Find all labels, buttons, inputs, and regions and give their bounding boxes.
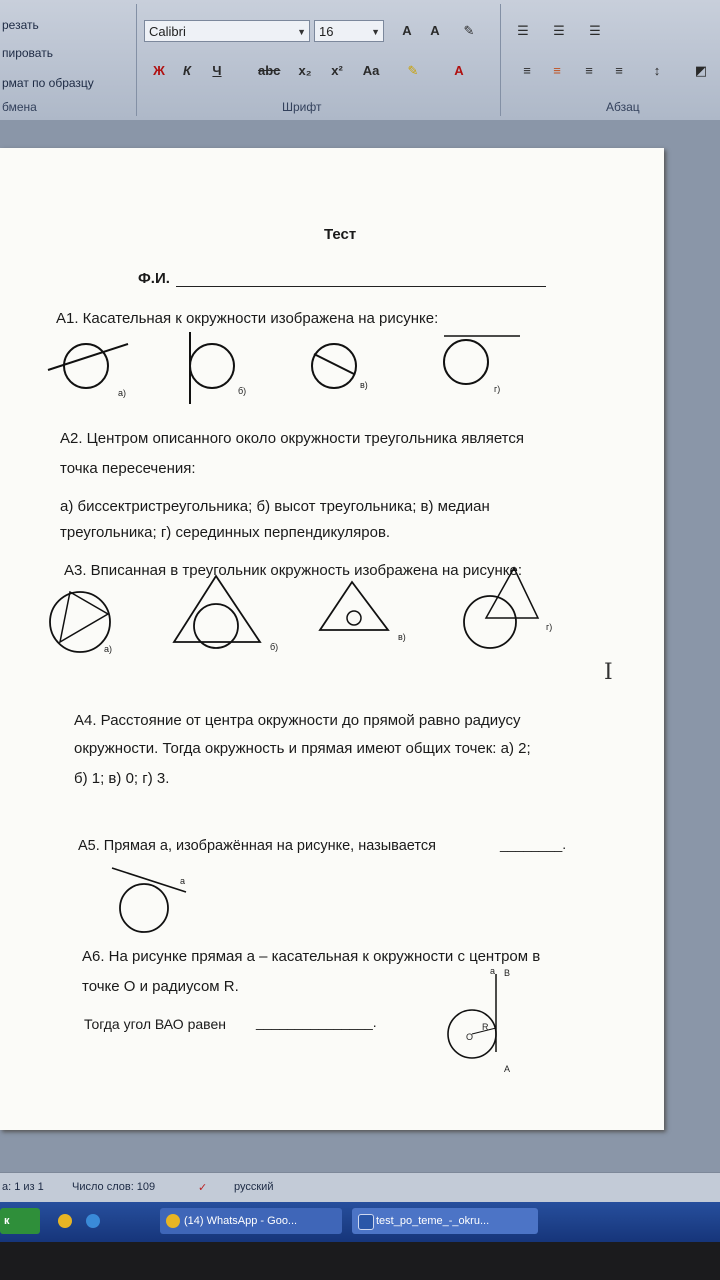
status-bar [0, 1172, 720, 1203]
font-size-combo[interactable] [314, 20, 384, 42]
status-words[interactable]: Число слов: 109 [72, 1181, 156, 1193]
taskbar [0, 1202, 720, 1242]
ribbon-separator [136, 4, 137, 116]
font-color-icon[interactable]: A [454, 63, 464, 78]
word-icon [358, 1214, 374, 1230]
ie-icon [86, 1214, 100, 1228]
align-center-icon[interactable]: ≡ [553, 63, 561, 78]
a6-label-o: O [466, 1032, 474, 1042]
chrome-icon [166, 1214, 180, 1228]
spellcheck-icon[interactable]: ✓ [198, 1182, 208, 1194]
a5-question: А5. Прямая а, изображённая на рисунке, называется [78, 838, 436, 854]
superscript-icon[interactable]: x² [331, 63, 343, 78]
start-button[interactable]: к [0, 1208, 40, 1234]
a3-label-v: в) [398, 632, 406, 642]
cut-button[interactable]: резать [2, 18, 39, 32]
paragraph-group-label: Абзац [606, 100, 640, 114]
a3-label-a: а) [104, 644, 113, 654]
clipboard-group-label: бмена [2, 100, 37, 114]
a6-line3: Тогда угол ВАО равен [84, 1016, 226, 1032]
ribbon [0, 0, 720, 121]
a6-line2: точке О и радиусом R. [82, 978, 239, 995]
taskbar-word-label: test_po_teme_-_okru... [376, 1215, 490, 1227]
a2-line1: А2. Центром описанного около окружности треугольника является [60, 430, 524, 447]
a3-label-g: г) [546, 622, 553, 632]
a6-line1: А6. На рисунке прямая а – касательная к окружности с центром в [82, 948, 541, 965]
a5-line-label: a [180, 876, 186, 886]
clear-format-icon[interactable]: ✎ [463, 23, 475, 38]
multilevel-list-icon[interactable]: ☰ [589, 23, 601, 38]
chevron-down-icon: ▼ [297, 27, 306, 37]
page-title: Тест [324, 226, 357, 243]
bullets-icon[interactable]: ☰ [517, 23, 529, 38]
a4-line1: А4. Расстояние от центра окружности до прямой равно радиусу [74, 712, 521, 729]
font-group-label: Шрифт [282, 100, 322, 114]
line-spacing-icon[interactable]: ↕ [653, 63, 661, 78]
a4-line3: б) 1; в) 0; г) 3. [74, 770, 170, 787]
underline-icon[interactable]: Ч [212, 63, 222, 78]
align-left-icon[interactable]: ≡ [523, 63, 531, 78]
a3-label-b: б) [270, 642, 279, 652]
strikethrough-icon[interactable]: abc [258, 63, 281, 78]
taskbar-whatsapp-button[interactable] [160, 1208, 342, 1234]
a6-label-b: B [504, 968, 511, 978]
a1-label-v: в) [360, 380, 368, 390]
chevron-down-icon: ▼ [371, 27, 380, 37]
ie-quicklaunch-icon[interactable] [80, 1208, 104, 1234]
chrome-icon [58, 1214, 72, 1228]
monitor-bezel [0, 1242, 720, 1280]
subscript-icon[interactable]: x₂ [298, 63, 312, 78]
a5-blank[interactable]: ________. [500, 836, 567, 852]
fio-label: Ф.И. [138, 270, 170, 287]
grow-font-icon[interactable]: A [402, 23, 412, 38]
a6-blank[interactable]: _______________. [256, 1014, 377, 1030]
a6-label-A: A [504, 1064, 511, 1074]
document-page[interactable] [0, 148, 664, 1130]
a6-label-r: R [482, 1022, 489, 1032]
italic-icon[interactable]: К [183, 63, 191, 78]
shading-icon[interactable]: ◩ [694, 63, 708, 78]
chrome-quicklaunch-icon[interactable] [52, 1208, 76, 1234]
status-language[interactable]: русский [234, 1181, 274, 1193]
a2-line2: точка пересечения: [60, 460, 196, 477]
change-case-icon[interactable]: Aa [362, 63, 380, 78]
font-name-combo[interactable] [144, 20, 310, 42]
a2-line3: а) биссектристреугольника; б) высот треугольника; в) медиан [60, 498, 490, 515]
ribbon-separator [500, 4, 501, 116]
status-page[interactable]: а: 1 из 1 [2, 1181, 44, 1193]
numbering-icon[interactable]: ☰ [553, 23, 565, 38]
a1-question: А1. Касательная к окружности изображена на рисунке: [56, 310, 439, 327]
a1-label-g: г) [494, 384, 501, 394]
bold-icon[interactable]: Ж [153, 63, 165, 78]
font-size-value: 16 [319, 24, 334, 39]
copy-button[interactable]: пировать [2, 46, 53, 60]
justify-icon[interactable]: ≡ [615, 63, 623, 78]
taskbar-whatsapp-label: (14) WhatsApp - Goo... [184, 1215, 298, 1227]
a3-question: А3. Вписанная в треугольник окружность изображена на рисунке: [64, 562, 523, 579]
a1-label-a: а) [118, 388, 127, 398]
a4-line2: окружности. Тогда окружность и прямая имеют общих точек: а) 2; [74, 740, 531, 757]
a1-label-b: б) [238, 386, 247, 396]
taskbar-word-button[interactable] [352, 1208, 538, 1234]
shrink-font-icon[interactable]: A [430, 23, 440, 38]
a2-line4: треугольника; г) серединных перпендикуляров. [60, 524, 391, 541]
align-right-icon[interactable]: ≡ [585, 63, 593, 78]
a6-figure [0, 148, 664, 1108]
text-cursor-icon: I [604, 660, 613, 685]
format-painter-button[interactable]: рмат по образцу [2, 76, 94, 90]
highlight-icon[interactable]: ✎ [407, 63, 419, 78]
a6-label-a: a [490, 966, 496, 976]
font-name-value: Calibri [149, 24, 186, 39]
